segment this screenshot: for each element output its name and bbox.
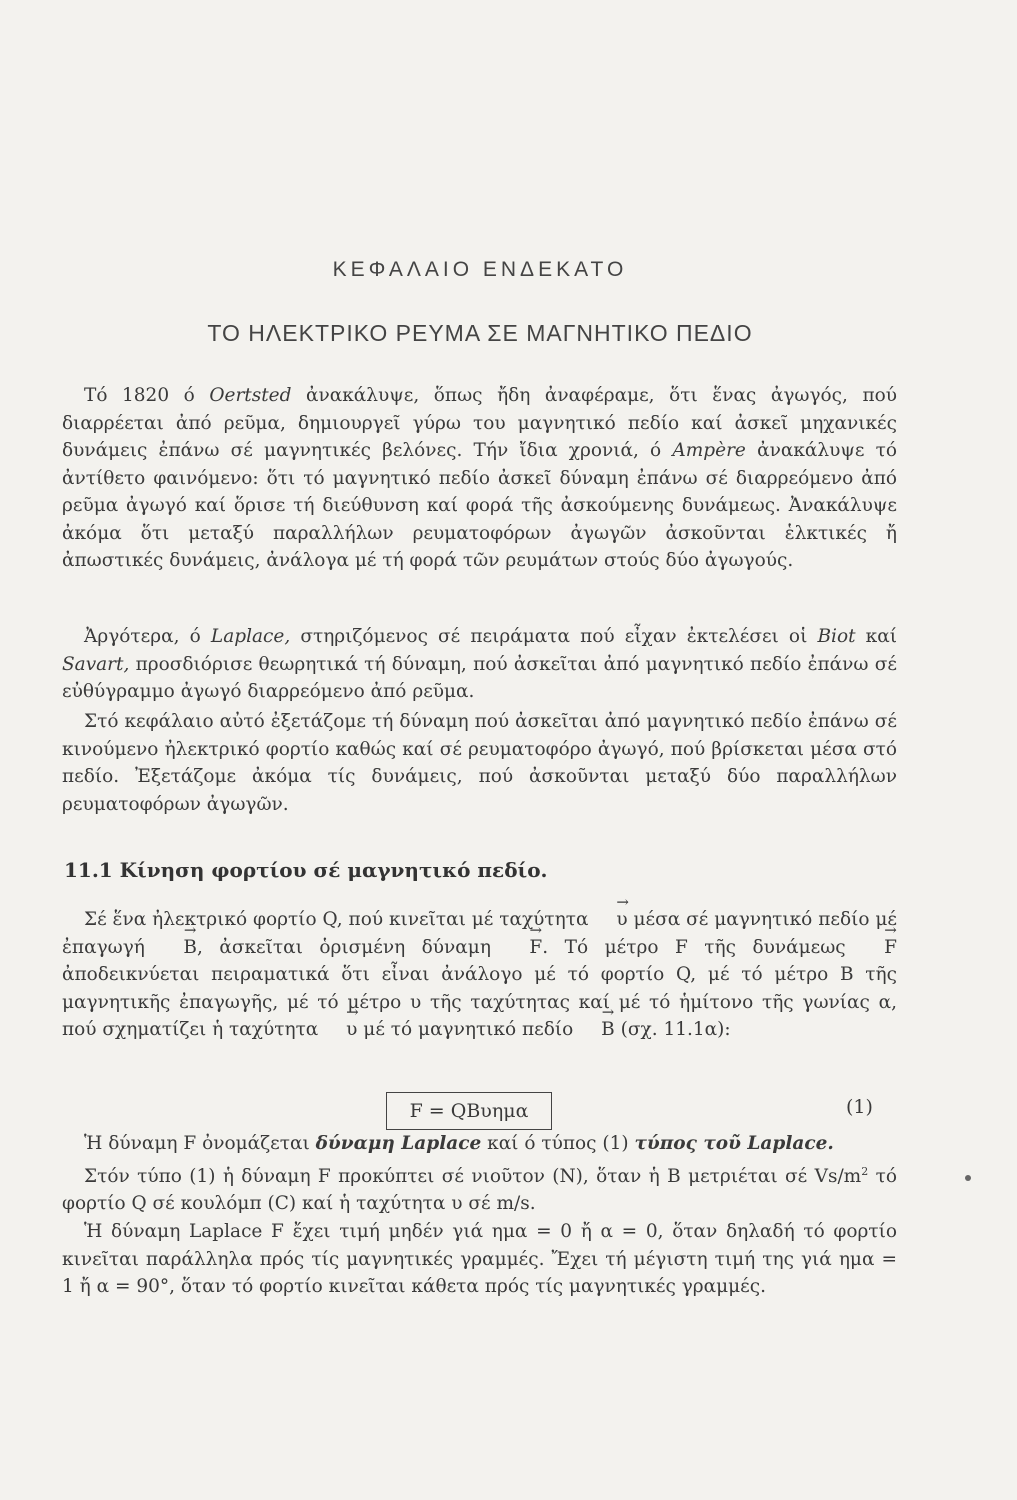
laplace-formula: F = QBυημα — [386, 1092, 552, 1130]
name-oertsted: Oertsted — [209, 385, 292, 406]
chapter-label: ΚΕΦΑΛΑΙΟ ΕΝΔΕΚΑΤΟ — [332, 258, 628, 281]
unit-exponent: 2 — [861, 1164, 869, 1178]
vector-B: → B — [579, 1016, 615, 1044]
term-laplace-formula: τύπος τοῦ Laplace. — [634, 1133, 834, 1154]
vector-u: → υ — [594, 906, 627, 934]
vector-F: → F — [507, 934, 542, 962]
section-paragraph-3: Ἡ δύναμη Laplace F ἔχει τιμή μηδέν γιά ημα = 0 ἤ α = 0, ὅταν δηλαδή τό φορτίο κινεῖται παράλληλα πρός τίς μαγνητικές γραμμές. Ἔχει τή μέγιστη τιμή της γιά ημα = 1 ἤ α = 90°, ὅταν τό φορτίο κινεῖται κάθετα πρός τίς μαγνητικές γραμμές. — [62, 1221, 897, 1297]
name-laplace: Laplace, — [210, 626, 291, 647]
vector-F: → F — [862, 934, 897, 962]
margin-mark — [965, 1175, 971, 1181]
chapter-title: ΤΟ ΗΛΕΚΤΡΙΚΟ ΡΕΥΜΑ ΣΕ ΜΑΓΝΗΤΙΚΟ ΠΕΔΙΟ — [207, 320, 753, 346]
formula-number: (1) — [846, 1096, 873, 1118]
section-heading: 11.1 Κίνηση φορτίου σέ μαγνητικό πεδίο. — [64, 858, 548, 882]
intro-paragraph-2: Ἀργότερα, ό Laplace, στηριζόμενος σέ πειράματα πού εἶχαν ἐκτελέσει οἱ Biot καί Savart, προσδιόρισε θεωρητικά τή δύναμη, πού ἀσκεῖται ἀπό μαγνητικό πεδίο ἐπάνω σέ εὐθύγραμμο ἀγωγό διαρρεόμενο ἀπό ρεῦμα. — [62, 626, 897, 702]
vector-B: → B — [161, 934, 197, 962]
name-biot: Biot — [817, 626, 856, 647]
term-laplace-force: δύναμη Laplace — [315, 1133, 482, 1154]
intro-paragraph-3: Στό κεφάλαιο αὐτό ἐξετάζομε τή δύναμη πού ἀσκεῖται ἀπό μαγνητικό πεδίο ἐπάνω σέ κινούμενο ἠλεκτρικό φορτίο καθώς καί σέ ρευματοφόρο ἀγωγό, πού βρίσκεται μέσα στό πεδίο. Ἐξετάζομε ἀκόμα τίς δυνάμεις, πού ἀσκοῦνται μεταξύ δύο παραλλήλων ρευματοφόρων ἀγωγῶν. — [62, 711, 897, 815]
name-savart: Savart, — [62, 653, 130, 675]
section-paragraph-1: Σέ ἕνα ἠλεκτρικό φορτίο Q, πού κινεῖται μέ ταχύτητα → υ μέσα σέ μαγνητικό πεδίο μέ ἐπαγωγή → B, ἀσκεῖται ὁρισμένη δύναμη → F. Τό μέτρο F τῆς δυνάμεως → F ἀποδεικνύεται πειραματικά ὅτι εἶναι ἀνάλογο μέ τό φορτίο Q, μέ τό μέτρο B τῆς μαγνητικῆς ἐπαγωγῆς, μέ τό μέτρο υ τῆς ταχύτητας καί μέ τό ἡμίτονο τῆς γωνίας α, πού σχηματίζει ἡ ταχύτητα → υ μέ τό μαγνητικό πεδίο → B (σχ. 11.1α): — [62, 906, 897, 1044]
section-paragraph-2: Ἡ δύναμη F ὀνομάζεται δύναμη Laplace καί ό τύπος (1) τύπος τοῦ Laplace. Στόν τύπο (1) ἡ δύναμη F προκύπτει σέ νιοῦτον (N), ὅταν ἡ B μετριέται σέ $Vs/m^2$ τό φορτίο Q σέ κουλόμπ (C) καί ἡ ταχύτητα υ σέ m/s. — [62, 1133, 897, 1215]
vector-u: → υ — [324, 1016, 357, 1044]
name-ampere: Ampère — [672, 440, 746, 461]
intro-paragraph-1: Τό 1820 ό Oertsted ἀνακάλυψε, ὅπως ἤδη ἀναφέραμε, ὅτι ἕνας ἀγωγός, πού διαρρέεται ἀπό ρεῦμα, δημιουργεῖ γύρω του μαγνητικό πεδίο καί ἀσκεῖ μηχανικές δυνάμεις ἐπάνω σέ μαγνητικές βελόνες. Τήν ἴδια χρονιά, ό Ampère ἀνακάλυψε τό ἀντίθετο φαινόμενο: ὅτι τό μαγνητικό πεδίο ἀσκεῖ δύναμη ἐπάνω σέ διαρρεόμενο ἀπό ρεῦμα ἀγωγό καί ὅρισε τή διεύθυνση καί φορά τῆς ἀσκούμενης δυνάμεως. Ἀνακάλυψε ἀκόμα ὅτι μεταξύ παραλλήλων ρευματοφόρων ἀγωγῶν ἀσκοῦνται ἑλκτικές ἤ ἀπωστικές δυνάμεις, ἀνάλογα μέ τή φορά τῶν ρευμάτων στούς δύο ἀγωγούς. — [62, 385, 898, 571]
